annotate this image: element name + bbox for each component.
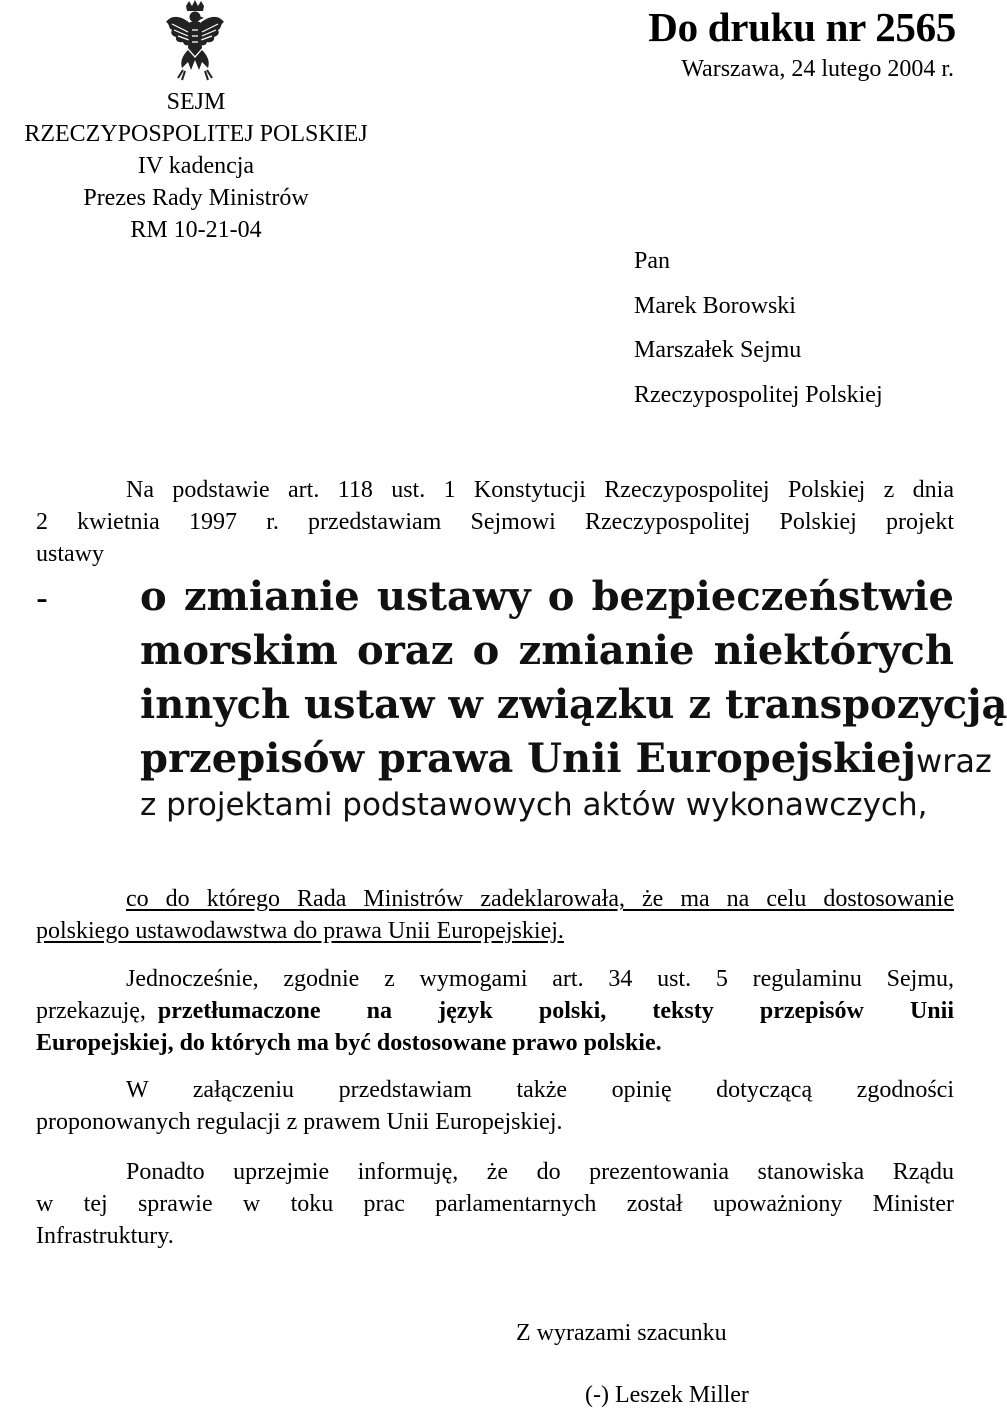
eu-declaration-line: co do którego Rada Ministrów zadeklarowała, że ma na celu dostosowanie xyxy=(126,886,954,912)
translation-verb: przekazuję, xyxy=(36,998,146,1024)
signature: (-) Leszek Miller xyxy=(585,1382,749,1408)
intro-line: 2 kwietnia 1997 r. przedstawiam Sejmowi Rzeczypospolitej Polskiej projekt xyxy=(36,509,954,535)
print-title: Do druku nr 2565 xyxy=(648,4,956,50)
reference-number: RM 10-21-04 xyxy=(130,217,262,243)
translation-emphasis: przetłumaczone na język polski, teksty przepisów Unii xyxy=(157,998,954,1024)
addressee-position: Marszałek Sejmu xyxy=(634,337,802,363)
bill-title-last-line xyxy=(140,734,992,786)
org-name-republic: RZECZYPOSPOLITEJ POLSKIEJ xyxy=(24,121,368,147)
intro-line: Na podstawie art. 118 ust. 1 Konstytucji Rzeczypospolitej Polskiej z dnia xyxy=(126,477,954,503)
translation-line: Europejskiej, do których ma być dostosowane prawo polskie. xyxy=(36,1030,662,1056)
eu-declaration-line: polskiego ustawodawstwa do prawa Unii Europejskiej. xyxy=(36,918,564,944)
addressee-name: Marek Borowski xyxy=(634,293,796,319)
closing-regards: Z wyrazami szacunku xyxy=(516,1320,727,1346)
intro-paragraph xyxy=(36,474,954,570)
translation-line xyxy=(36,995,954,1027)
addressee-salutation: Pan xyxy=(634,248,670,274)
bill-title-conjunction: wraz xyxy=(916,742,992,780)
bill-subtitle: z projektami podstawowych aktów wykonawczych, xyxy=(140,787,928,823)
opinion-paragraph xyxy=(36,1074,954,1138)
minister-line: Infrastruktury. xyxy=(36,1223,174,1249)
minister-paragraph xyxy=(36,1156,954,1252)
sender-title: Prezes Rady Ministrów xyxy=(83,185,309,211)
term-label: IV kadencja xyxy=(137,153,255,179)
translation-line: Jednocześnie, zgodnie z wymogami art. 34 ust. 5 regulaminu Sejmu, xyxy=(126,966,954,992)
bill-title-line: innych ustaw w związku z transpozycją xyxy=(140,681,1007,728)
bill-title-end: przepisów prawa Unii Europejskiej xyxy=(140,735,917,782)
intro-line: ustawy xyxy=(36,541,104,567)
eagle-emblem-icon xyxy=(164,0,226,86)
bill-title-line: o zmianie ustawy o bezpieczeństwie xyxy=(140,573,954,620)
place-date: Warszawa, 24 lutego 2004 r. xyxy=(681,56,954,82)
eu-declaration xyxy=(36,883,954,947)
bill-dash: - xyxy=(36,577,48,618)
minister-line: w tej sprawie w toku prac parlamentarnych został upoważniony Minister xyxy=(36,1191,954,1217)
opinion-line: proponowanych regulacji z prawem Unii Europejskiej. xyxy=(36,1109,563,1135)
minister-line: Ponadto uprzejmie informuję, że do prezentowania stanowiska Rządu xyxy=(126,1159,954,1185)
opinion-line: W załączeniu przedstawiam także opinię dotyczącą zgodności xyxy=(126,1077,954,1103)
addressee-institution: Rzeczypospolitej Polskiej xyxy=(634,382,883,408)
org-name-sejm: SEJM xyxy=(166,89,226,115)
bill-title-line: morskim oraz o zmianie niektórych xyxy=(140,627,954,674)
translation-paragraph xyxy=(36,963,954,1059)
